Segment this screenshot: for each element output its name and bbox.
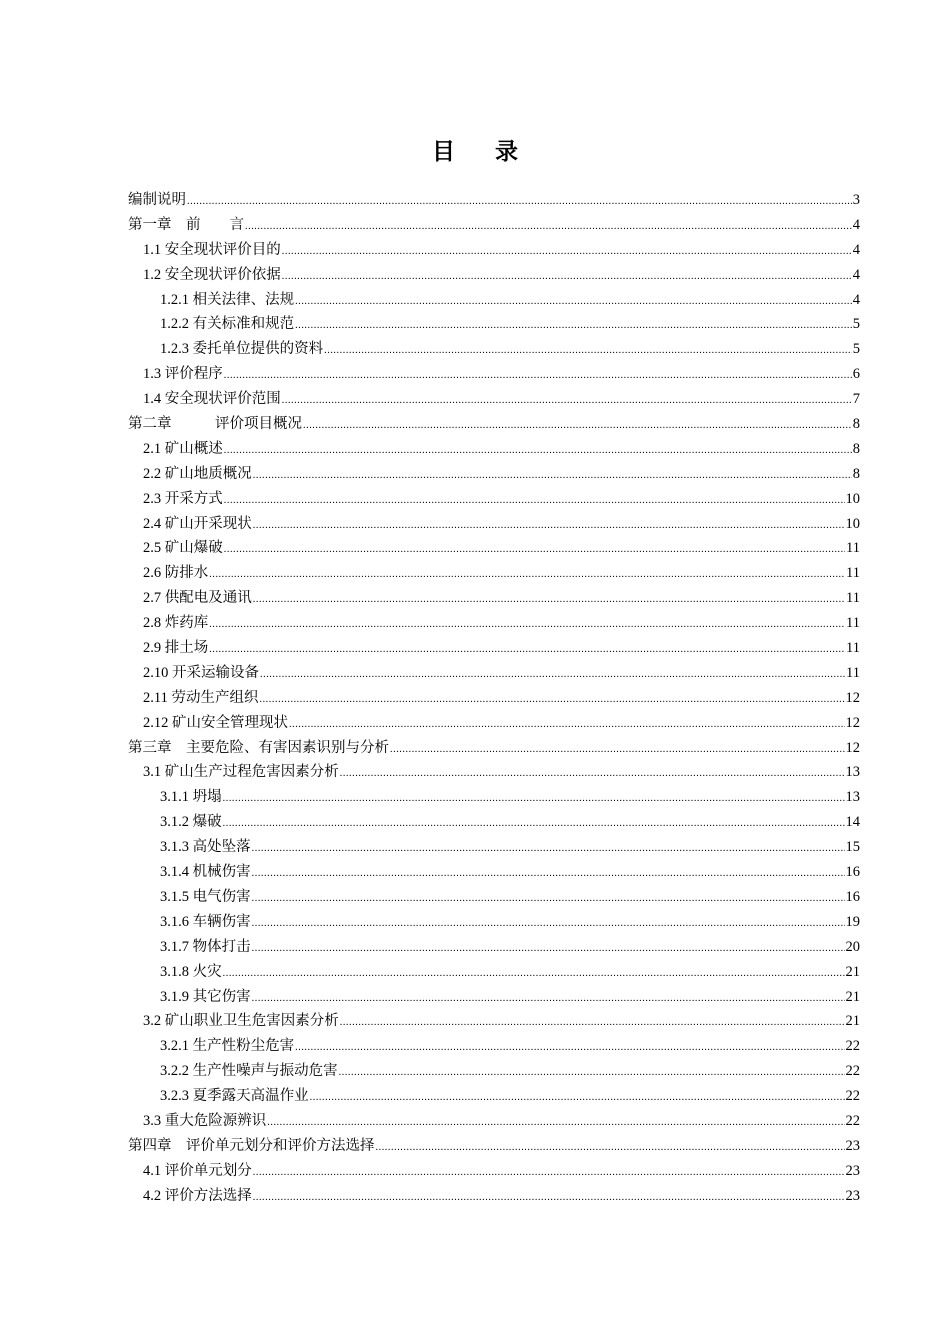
toc-entry[interactable] xyxy=(128,960,860,985)
toc-entry-label: 1.4 安全现状评价范围 xyxy=(143,391,281,408)
toc-entry[interactable] xyxy=(128,462,860,487)
toc-entry-label: 1.3 评价程序 xyxy=(143,366,223,383)
dot-leader xyxy=(252,912,845,937)
dot-leader xyxy=(253,1161,845,1186)
toc-entry-page-number: 12 xyxy=(845,739,860,756)
toc-entry-page-number: 22 xyxy=(845,1088,860,1105)
toc-entry-label: 编制说明 xyxy=(128,192,186,208)
toc-entry-label: 2.2 矿山地质概况 xyxy=(143,465,252,482)
toc-entry-label: 第一章 前 言 xyxy=(128,216,244,233)
toc-entry-label: 4.1 评价单元划分 xyxy=(143,1162,252,1179)
title-char-2: 录 xyxy=(495,139,518,165)
toc-entry-label: 2.8 炸药库 xyxy=(143,615,209,632)
dot-leader xyxy=(187,190,852,215)
toc-entry-label: 1.2.2 有关标准和规范 xyxy=(160,316,295,333)
toc-entry-page-number: 19 xyxy=(845,913,860,930)
title-char-1: 目 xyxy=(432,139,455,165)
toc-entry-page-number: 8 xyxy=(852,416,860,433)
toc-entry[interactable] xyxy=(128,935,860,960)
dot-leader xyxy=(223,962,845,987)
toc-entry-label: 3.2.2 生产性噪声与振动危害 xyxy=(160,1063,338,1080)
toc-entry-label: 3.1.2 爆破 xyxy=(160,814,222,831)
toc-entry-label: 3.1.1 坍塌 xyxy=(160,789,222,806)
dot-leader xyxy=(376,1136,845,1161)
toc-entry-page-number: 4 xyxy=(852,241,860,258)
toc-entry-label: 2.12 矿山安全管理现状 xyxy=(143,714,288,731)
dot-leader xyxy=(267,1111,844,1136)
toc-entry-page-number: 11 xyxy=(846,664,860,681)
table-of-contents xyxy=(128,188,860,1209)
toc-entry-page-number: 8 xyxy=(852,465,860,482)
toc-entry-label: 2.4 矿山开采现状 xyxy=(143,515,252,532)
toc-entry-label: 2.1 矿山概述 xyxy=(143,440,223,457)
toc-entry-label: 3.1.5 电气伤害 xyxy=(160,888,251,905)
toc-entry[interactable] xyxy=(128,561,860,586)
toc-entry-label: 3.1.6 车辆伤害 xyxy=(160,913,251,930)
dot-leader xyxy=(310,1086,845,1111)
dot-leader xyxy=(252,987,845,1012)
toc-entry-page-number: 22 xyxy=(845,1112,860,1129)
toc-entry[interactable] xyxy=(128,1109,860,1134)
toc-entry-page-number: 23 xyxy=(845,1137,860,1154)
toc-entry-page-number: 13 xyxy=(845,789,860,806)
dot-leader xyxy=(282,265,852,290)
toc-entry[interactable] xyxy=(128,835,860,860)
dot-leader xyxy=(295,290,852,315)
toc-entry[interactable] xyxy=(128,785,860,810)
toc-entry-label: 第三章 主要危险、有害因素识别与分析 xyxy=(128,739,389,756)
toc-entry-label: 3.1.8 火灾 xyxy=(160,963,222,980)
toc-entry[interactable] xyxy=(128,636,860,661)
toc-entry-page-number: 4 xyxy=(852,216,860,233)
dot-leader xyxy=(245,215,852,240)
toc-entry-label: 3.2.3 夏季露天高温作业 xyxy=(160,1088,309,1105)
toc-entry[interactable] xyxy=(128,1034,860,1059)
dot-leader xyxy=(303,414,852,439)
toc-entry[interactable] xyxy=(128,661,860,686)
toc-entry[interactable] xyxy=(128,1084,860,1109)
toc-entry-label: 2.9 排土场 xyxy=(143,640,209,657)
dot-leader xyxy=(224,439,852,464)
dot-leader xyxy=(252,937,845,962)
toc-entry[interactable] xyxy=(128,437,860,462)
toc-entry-label: 第四章 评价单元划分和评价方法选择 xyxy=(128,1137,375,1154)
dot-leader xyxy=(295,1036,844,1061)
toc-entry-page-number: 7 xyxy=(852,391,860,408)
toc-entry[interactable] xyxy=(128,238,860,263)
toc-entry-page-number: 4 xyxy=(852,266,860,283)
toc-entry-page-number: 11 xyxy=(846,615,860,632)
toc-entry[interactable] xyxy=(128,985,860,1010)
toc-entry-label: 4.2 评价方法选择 xyxy=(143,1187,252,1204)
toc-entry[interactable] xyxy=(128,412,860,437)
dot-leader xyxy=(209,613,845,638)
toc-entry-page-number: 10 xyxy=(845,490,860,507)
toc-entry-label: 3.3 重大危险源辨识 xyxy=(143,1112,267,1129)
toc-entry-label: 3.2.1 生产性粉尘危害 xyxy=(160,1038,295,1055)
toc-entry[interactable] xyxy=(128,1059,860,1084)
dot-leader xyxy=(252,887,845,912)
toc-entry[interactable] xyxy=(128,736,860,761)
toc-entry[interactable] xyxy=(128,611,860,636)
toc-entry-label: 2.3 开采方式 xyxy=(143,490,223,507)
toc-entry-page-number: 22 xyxy=(845,1063,860,1080)
toc-entry-label: 1.2 安全现状评价依据 xyxy=(143,266,281,283)
toc-entry[interactable] xyxy=(128,337,860,362)
toc-entry-page-number: 23 xyxy=(845,1162,860,1179)
toc-entry-page-number: 14 xyxy=(845,814,860,831)
dot-leader xyxy=(289,713,845,738)
dot-leader xyxy=(340,1011,845,1036)
dot-leader xyxy=(390,738,845,763)
toc-entry-page-number: 10 xyxy=(845,515,860,532)
toc-entry-label: 2.5 矿山爆破 xyxy=(143,540,223,557)
toc-entry-page-number: 22 xyxy=(845,1038,860,1055)
dot-leader xyxy=(340,762,845,787)
dot-leader xyxy=(224,364,852,389)
toc-entry[interactable] xyxy=(128,288,860,313)
toc-entry[interactable] xyxy=(128,686,860,711)
dot-leader xyxy=(253,588,845,613)
toc-entry-label: 2.11 劳动生产组织 xyxy=(143,689,259,706)
toc-entry[interactable] xyxy=(128,362,860,387)
dot-leader xyxy=(282,389,852,414)
dot-leader xyxy=(209,638,845,663)
dot-leader xyxy=(282,240,852,265)
toc-entry[interactable] xyxy=(128,512,860,537)
toc-entry[interactable] xyxy=(128,213,860,238)
dot-leader xyxy=(252,837,845,862)
toc-entry[interactable] xyxy=(128,810,860,835)
toc-entry-page-number: 6 xyxy=(852,366,860,383)
dot-leader xyxy=(260,663,845,688)
toc-entry-page-number: 8 xyxy=(852,440,860,457)
dot-leader xyxy=(253,514,845,539)
toc-entry-page-number: 11 xyxy=(846,565,860,582)
toc-entry-label: 2.7 供配电及通讯 xyxy=(143,590,252,607)
toc-entry[interactable] xyxy=(128,910,860,935)
toc-entry-page-number: 21 xyxy=(845,963,860,980)
toc-entry-page-number: 23 xyxy=(845,1187,860,1204)
toc-entry-label: 2.6 防排水 xyxy=(143,565,209,582)
toc-entry-page-number: 12 xyxy=(845,714,860,731)
toc-entry-page-number: 20 xyxy=(845,938,860,955)
dot-leader xyxy=(259,688,844,713)
toc-entry-label: 3.1.7 物体打击 xyxy=(160,938,251,955)
dot-leader xyxy=(224,489,845,514)
toc-entry-label: 3.1.9 其它伤害 xyxy=(160,988,251,1005)
dot-leader xyxy=(223,787,845,812)
toc-entry-page-number: 13 xyxy=(845,764,860,781)
dot-leader xyxy=(252,862,845,887)
toc-entry-label: 1.1 安全现状评价目的 xyxy=(143,241,281,258)
toc-entry-page-number: 3 xyxy=(852,192,860,208)
toc-entry-page-number: 21 xyxy=(845,988,860,1005)
toc-entry-label: 3.1 矿山生产过程危害因素分析 xyxy=(143,764,339,781)
toc-entry-page-number: 16 xyxy=(845,888,860,905)
toc-entry[interactable] xyxy=(128,536,860,561)
dot-leader xyxy=(253,1186,845,1211)
toc-entry[interactable] xyxy=(128,188,860,213)
toc-entry-label: 3.2 矿山职业卫生危害因素分析 xyxy=(143,1013,339,1030)
toc-entry-page-number: 5 xyxy=(852,316,860,333)
toc-entry-label: 3.1.3 高处坠落 xyxy=(160,839,251,856)
toc-entry-page-number: 12 xyxy=(845,689,860,706)
toc-entry-label: 2.10 开采运输设备 xyxy=(143,664,259,681)
toc-entry-page-number: 16 xyxy=(845,864,860,881)
toc-entry[interactable] xyxy=(128,487,860,512)
toc-entry[interactable] xyxy=(128,1159,860,1184)
dot-leader xyxy=(209,563,845,588)
toc-entry[interactable] xyxy=(128,312,860,337)
toc-entry-label: 1.2.3 委托单位提供的资料 xyxy=(160,341,324,358)
toc-entry-page-number: 21 xyxy=(845,1013,860,1030)
toc-entry-page-number: 11 xyxy=(846,540,860,557)
toc-entry[interactable] xyxy=(128,711,860,736)
toc-entry[interactable] xyxy=(128,263,860,288)
toc-entry[interactable] xyxy=(128,860,860,885)
toc-entry-page-number: 5 xyxy=(852,341,860,358)
toc-entry[interactable] xyxy=(128,1009,860,1034)
toc-entry-page-number: 11 xyxy=(846,590,860,607)
dot-leader xyxy=(223,812,845,837)
toc-entry-page-number: 4 xyxy=(852,291,860,308)
toc-entry[interactable] xyxy=(128,387,860,412)
toc-entry[interactable] xyxy=(128,760,860,785)
dot-leader xyxy=(224,538,845,563)
toc-entry-page-number: 15 xyxy=(845,839,860,856)
dot-leader xyxy=(324,339,852,364)
toc-entry[interactable] xyxy=(128,1134,860,1159)
dot-leader xyxy=(253,464,852,489)
dot-leader xyxy=(339,1061,845,1086)
toc-entry-label: 3.1.4 机械伤害 xyxy=(160,864,251,881)
page-title xyxy=(0,133,950,166)
toc-entry-page-number: 11 xyxy=(846,640,860,657)
toc-entry[interactable] xyxy=(128,586,860,611)
toc-entry[interactable] xyxy=(128,1184,860,1209)
toc-entry-label: 第二章 评价项目概况 xyxy=(128,416,302,433)
toc-entry[interactable] xyxy=(128,885,860,910)
dot-leader xyxy=(295,314,852,339)
toc-entry-label: 1.2.1 相关法律、法规 xyxy=(160,291,295,308)
